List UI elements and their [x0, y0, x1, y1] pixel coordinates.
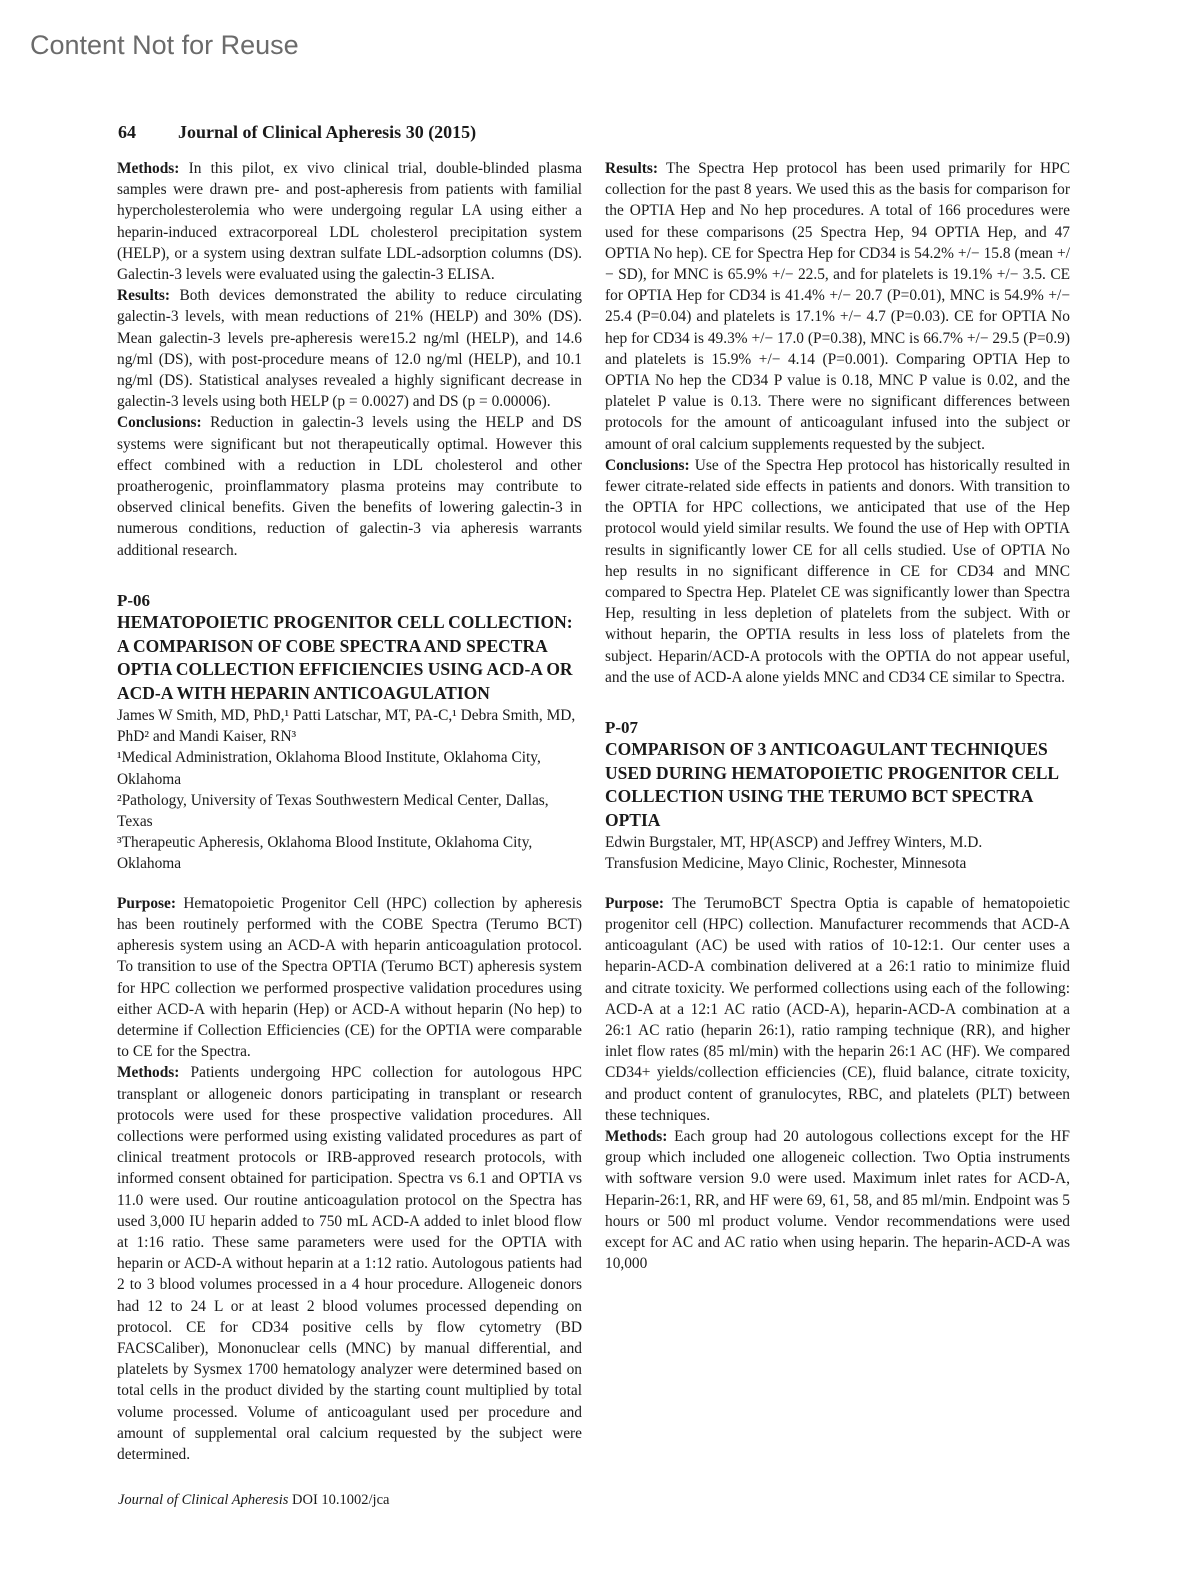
page-number: 64	[118, 122, 136, 142]
p07-methods	[605, 1126, 1070, 1274]
abstract-id-p06: P-06	[117, 590, 151, 610]
section-label: Purpose:	[117, 894, 176, 912]
paragraph-text: Each group had 20 autologous collections except for the HF group which included one allogeneic collection. Two Optia instruments with software version 9.0 were used. Maximum inlet rates for ACD-A, Heparin-26:1, RR, and HF were 69, 61, 58, and 85 ml/min. Endpoint was 5 hours or 500 ml product volume. Vendor recommendations were used except for AC and AC ratio when using heparin. The heparin-ACD-A was 10,000	[605, 1127, 1070, 1273]
p07-purpose	[605, 893, 1070, 1126]
authors-p07: Edwin Burgstaler, MT, HP(ASCP) and Jeffrey Winters, M.D.	[605, 834, 983, 852]
p06-methods	[117, 1062, 582, 1465]
abstract-title-p07: COMPARISON OF 3 ANTICOAGULANT TECHNIQUES USED DURING HEMATOPOIETIC PROGENITOR CELL COLLECTION USING THE TERUMO BCT SPECTRA OPTIA	[605, 739, 1059, 830]
authors-p06: James W Smith, MD, PhD,¹ Patti Latschar, MT, PA-C,¹ Debra Smith, MD, PhD² and Mandi Kaiser, RN³	[117, 707, 576, 746]
left-column	[117, 158, 582, 1465]
paragraph-text: Both devices demonstrated the ability to reduce circulating galectin-3 levels, with mean reductions of 21% (HELP) and 30% (DS). Mean galectin-3 levels pre-apheresis were15.2 ng/ml (HELP), and 14.6 ng/ml (DS), with post-procedure means of 12.0 ng/ml (HELP), and 10.1 ng/ml (DS). Statistical analyses revealed a highly significant decrease in galectin-3 levels using both HELP (p = 0.0027) and DS (p = 0.00006).	[117, 287, 582, 411]
section-label: Conclusions:	[117, 414, 202, 432]
watermark: Content Not for Reuse	[30, 30, 299, 60]
affiliation-3: ³Therapeutic Apheresis, Oklahoma Blood Institute, Oklahoma City, Oklahoma	[117, 834, 533, 873]
running-head	[118, 122, 476, 143]
section-label: Methods:	[605, 1127, 668, 1145]
section-label: Methods:	[117, 160, 180, 177]
section-label: Conclusions:	[605, 456, 690, 474]
p06-conclusions	[605, 455, 1070, 688]
footer-doi: DOI 10.1002/jca	[288, 1492, 390, 1508]
affiliation-1: ¹Medical Administration, Oklahoma Blood Institute, Oklahoma City, Oklahoma	[117, 749, 541, 788]
affiliation-2: ²Pathology, University of Texas Southwestern Medical Center, Dallas, Texas	[117, 791, 549, 831]
right-column	[605, 158, 1070, 1274]
paragraph-text: Reduction in galectin-3 levels using the HELP and DS systems were significant but not therapeutically optimal. However this effect combined with a reduction in LDL cholesterol and other proatherogenic, proinflammatory plasma proteins may contribute to observed clinical benefits. Given the benefits of lowering galectin-3 in numerous conditions, reduction of galectin-3 via apheresis warrants additional research.	[117, 414, 582, 559]
prev-conclusions-paragraph	[117, 412, 582, 560]
section-label: Results:	[117, 287, 171, 305]
paragraph-text: Use of the Spectra Hep protocol has historically resulted in fewer citrate-related side effects in patients and donors. With transition to the OPTIA for HPC collections, we anticipated that use of the Hep protocol would yield similar results. We found the use of Hep with OPTIA results in significantly lower CE for all cells studied. Use of OPTIA No hep results in no significant difference in CE for CD34 and MNC compared to Spectra Hep. Platelet CE was significantly lower than Spectra Hep, resulting in less depletion of platelets from the subject. With or without heparin, the OPTIA results in less loss of platelets from the subject. Heparin/ACD-A protocols with the OPTIA do not appear useful, and the use of ACD-A alone yields MNC and CD34 CE similar to Spectra.	[605, 456, 1070, 686]
abstract-title-p06: HEMATOPOIETIC PROGENITOR CELL COLLECTION: A COMPARISON OF COBE SPECTRA AND SPECTRA OPTIA COLLECTION EFFICIENCIES USING ACD-A OR ACD-A WITH HEPARIN ANTICOAGULATION	[117, 612, 573, 703]
prev-methods-paragraph	[117, 158, 582, 285]
p06-results	[605, 158, 1070, 455]
section-label: Results:	[605, 160, 659, 177]
affiliation-p07: Transfusion Medicine, Mayo Clinic, Rochester, Minnesota	[605, 855, 967, 873]
footer	[118, 1492, 389, 1509]
section-label: Methods:	[117, 1064, 180, 1082]
journal-title: Journal of Clinical Apheresis 30 (2015)	[178, 122, 477, 142]
paragraph-text: The Spectra Hep protocol has been used primarily for HPC collection for the past 8 years. We used this as the basis for comparison for the OPTIA Hep and No hep procedures. A total of 166 procedures were used for these comparisons (25 Spectra Hep, 94 OPTIA Hep, and 47 OPTIA No hep). CE for Spectra Hep for CD34 is 54.2% +/− 15.8 (mean +/− SD), for MNC is 65.9% +/− 22.5, and for platelets is 19.1% +/− 3.5. CE for OPTIA Hep for CD34 is 41.4% +/− 20.7 (P=0.01), MNC is 54.9% +/− 25.4 (P=0.04) and platelets is 17.1% +/− 4.7 (P=0.03). CE for OPTIA No hep for CD34 is 49.3% +/− 17.0 (P=0.38), MNC is 66.7% +/− 29.5 (P=0.9) and platelets is 15.9% +/− 4.14 (P=0.001). Comparing OPTIA Hep to OPTIA No hep the CD34 P value is 0.18, MNC P value is 0.02, and the platelet P value is 0.13. There were no significant differences between protocols for the amount of anticoagulant infused into the subject or amount of oral calcium supplements requested by the subject.	[605, 160, 1070, 453]
prev-results-paragraph	[117, 285, 582, 412]
paragraph-text: The TerumoBCT Spectra Optia is capable of hematopoietic progenitor cell (HPC) collection. Manufacturer recommends that ACD-A anticoagulant (AC) be used with ratios of 10-12:1. Our center uses a heparin-ACD-A combination delivered at a 26:1 ratio to minimize fluid and citrate toxicity. We performed collections using each of the following: ACD-A at a 12:1 AC ratio (ACD-A), heparin-ACD-A combination at a 26:1 AC ratio (heparin 26:1), ratio ramping technique (RR), and higher inlet flow rates (85 ml/min) with the heparin 26:1 AC (HF). We compared CD34+ yields/collection efficiencies (CE), fluid balance, citrate toxicity, and product content of granulocytes, RBC, and platelets (PLT) between these techniques.	[605, 894, 1070, 1124]
paragraph-text: In this pilot, ex vivo clinical trial, double-blinded plasma samples were drawn pre- and post-apheresis from patients with familial hypercholesterolemia who were undergoing regular LA using either a heparin-induced extracorporeal LDL cholesterol precipitation system (HELP), or a system using dextran sulfate LDL-adsorption columns (DS). Galectin-3 levels were evaluated using the galectin-3 ELISA.	[117, 160, 582, 284]
section-label: Purpose:	[605, 894, 664, 912]
paragraph-text: Patients undergoing HPC collection for autologous HPC transplant or allogeneic donors participating in transplant or research protocols were used for these prospective validation procedures. All collections were performed using existing validated procedures as part of clinical treatment protocols or IRB-approved research protocols, with informed consent obtained for participation. Spectra vs 6.1 and OPTIA vs 11.0 were used. Our routine anticoagulation protocol on the Spectra has used 3,000 IU heparin added to 750 mL ACD-A added to inlet blood flow at 1:16 ratio. These same parameters were used for the OPTIA with heparin or ACD-A without heparin at a 1:12 ratio. Autologous patients had 2 to 3 blood volumes processed in a 4 hour procedure. Allogeneic donors had 12 to 24 L or at least 2 blood volumes processed depending on protocol. CE for CD34 positive cells by flow cytometry (BD FACSCaliber), Mononuclear cells (MNC) by manual differential, and platelets by Sysmex 1700 hematology analyzer were determined based on total cells in the product divided by the starting count multiplied by total volume processed. Volume of anticoagulant used per procedure and amount of supplemental oral calcium requested by the subject were determined.	[117, 1064, 582, 1463]
paragraph-text: Hematopoietic Progenitor Cell (HPC) collection by apheresis has been routinely performed with the COBE Spectra (Terumo BCT) apheresis system using an ACD-A with heparin anticoagulation protocol. To transition to use of the Spectra OPTIA (Terumo BCT) apheresis system for HPC collection we performed prospective validation procedures using either ACD-A with heparin (Hep) or ACD-A without heparin (No hep) to determine if Collection Efficiencies (CE) for the OPTIA were comparable to CE for the Spectra.	[117, 894, 582, 1061]
footer-journal: Journal of Clinical Apheresis	[118, 1492, 289, 1508]
abstract-id-p07: P-07	[605, 718, 639, 738]
p06-purpose	[117, 893, 582, 1063]
